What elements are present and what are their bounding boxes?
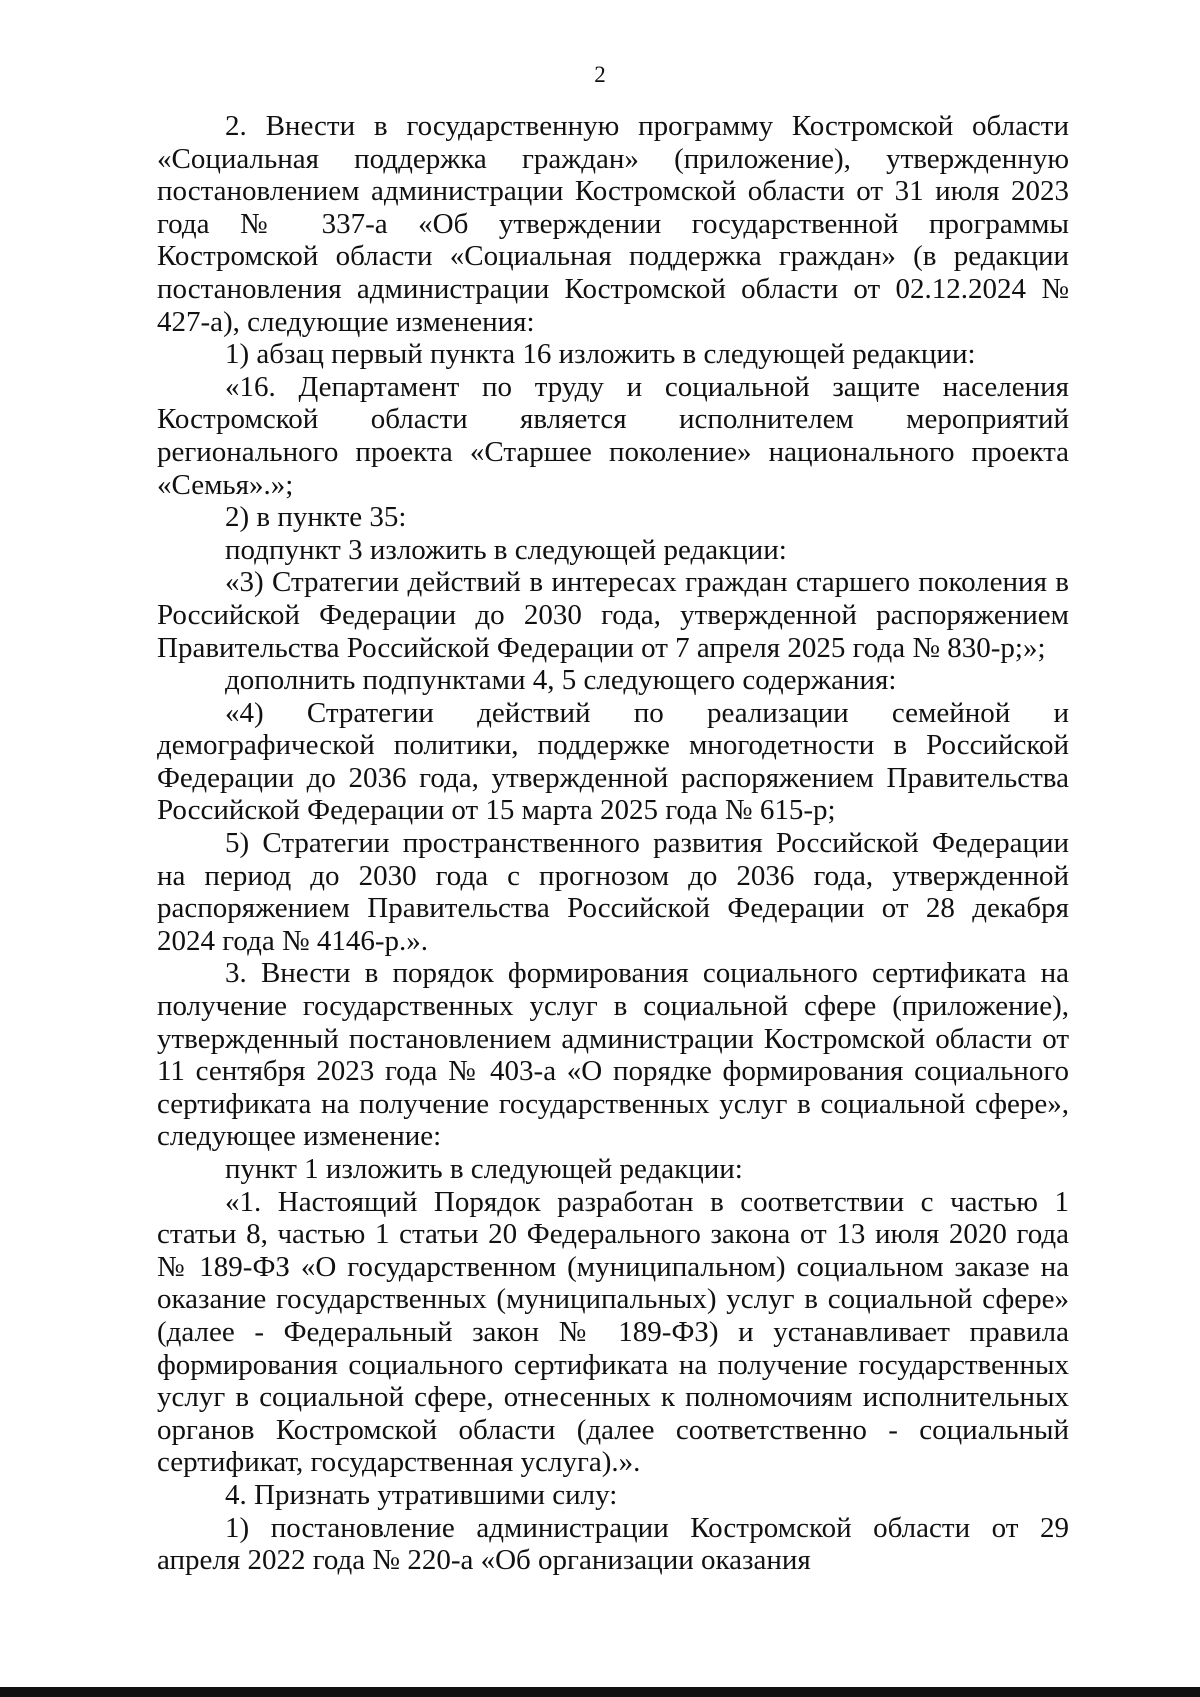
paragraph-quote-1: «1. Настоящий Порядок разработан в соответствии с частью 1 статьи 8, частью 1 статьи 20 Федерального закона от 13 июля 2020 года № 189-ФЗ «О государственном (муниципальном) социальном заказе на оказание государственных (муниципальных) услуг в социальной сфере» (далее - Федеральный закон № 189-ФЗ) и устанавливает правила формирования социального сертификата на получение государственных услуг в социальной сфере, отнесенных к полномочиям исполнительных органов Костромской области (далее соответственно - социальный сертификат, государственная услуга).». xyxy=(157,1185,1069,1479)
paragraph-subitem-2: 2) в пункте 35: xyxy=(225,501,407,534)
paragraph-add-subpoints: дополнить подпунктами 4, 5 следующего содержания: xyxy=(225,664,897,697)
paragraph-item-4-sub-1: 1) постановление администрации Костромской области от 29 апреля 2022 года № 220-а «Об организации оказания xyxy=(157,1511,1069,1577)
paragraph-quote-5: 5) Стратегии пространственного развития Российской Федерации на период до 2030 года с прогнозом до 2036 года, утвержденной распоряжением Правительства Российской Федерации от 28 декабря 2024 года № 4146-р.». xyxy=(157,827,1069,957)
paragraph-item-3: 3. Внести в порядок формирования социального сертификата на получение государственных услуг в социальной сфере (приложение), утвержденный постановлением администрации Костромской области от 11 сентября 2023 года № 403-а «О порядке формирования социального сертификата на получение государственных услуг в социальной сфере», следующее изменение: xyxy=(157,957,1069,1153)
paragraph-quote-4: «4) Стратегии действий по реализации семейной и демографической политики, поддержке многодетности в Российской Федерации до 2036 года, утвержденной распоряжением Правительства Российской Федерации от 15 марта 2025 года № 615-р; xyxy=(157,696,1069,827)
paragraph-quote-16: «16. Департамент по труду и социальной защите населения Костромской области является исполнителем мероприятий регионального проекта «Старшее поколение» национального проекта «Семья».»; xyxy=(157,370,1069,501)
paragraph-subitem-1: 1) абзац первый пункта 16 изложить в следующей редакции: xyxy=(225,338,976,371)
paragraph-point-1-intro: пункт 1 изложить в следующей редакции: xyxy=(225,1153,743,1185)
paragraph-quote-3: «3) Стратегии действий в интересах граждан старшего поколения в Российской Федерации до 2030 года, утвержденной распоряжением Правительства Российской Федерации от 7 апреля 2025 года № 830-р;»; xyxy=(157,566,1069,664)
paragraph-item-4: 4. Признать утратившими силу: xyxy=(225,1478,618,1511)
paragraph-subpoint-3-intro: подпункт 3 изложить в следующей редакции: xyxy=(225,533,787,566)
page-number: 2 xyxy=(594,62,606,87)
paragraph-item-2: 2. Внести в государственную программу Костромской области «Социальная поддержка граждан» (приложение), утвержденную постановлением администрации Костромской области от 31 июля 2023 года № 337-а «Об утверждении государственной программы Костромской области «Социальная поддержка граждан» (в редакции постановления администрации Костромской области от 02.12.2024 № 427-а), следующие изменения: xyxy=(157,110,1069,338)
scan-bottom-edge xyxy=(0,1687,1200,1697)
document-body xyxy=(157,110,1069,1577)
